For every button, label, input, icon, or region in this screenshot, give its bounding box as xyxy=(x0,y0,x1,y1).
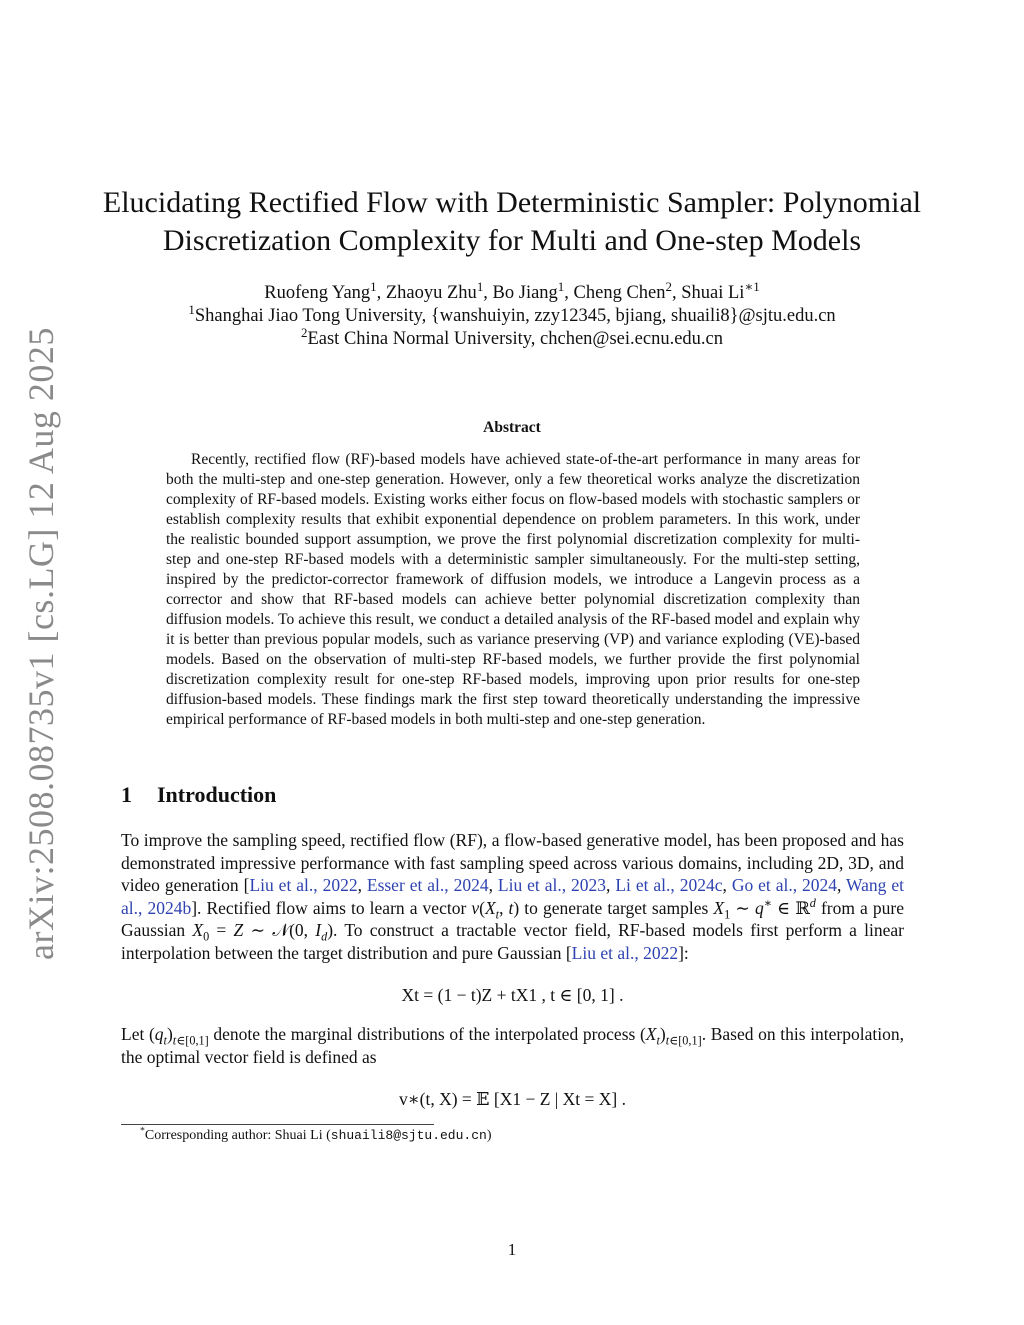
page-number: 1 xyxy=(507,1240,517,1259)
author-names: Ruofeng Yang$^1$, Zhaoyu Zhu$^1$, Bo Jiang$^1$, Cheng Chen$^2$, Shuai $Li^{∗1}$ xyxy=(264,278,760,303)
abstract-heading: Abstract xyxy=(483,419,541,436)
equation-interpolation: Xt = (1 − t)Z + tX1 , t ∈ [0, 1] . xyxy=(401,985,624,1005)
math-inline: X xyxy=(192,920,204,940)
affiliation-mark: 2 xyxy=(665,278,672,294)
citation-link[interactable]: Liu et al., 2022 xyxy=(571,942,679,963)
text-run: Let xyxy=(121,1024,149,1044)
footnote xyxy=(140,1125,492,1144)
equation-optimal-vector-field: v∗(t, X) = 𝔼 [X1 − Z | Xt = X] . xyxy=(399,1089,626,1109)
affiliation-2 xyxy=(100,324,924,351)
footnote-mark: * xyxy=(140,1125,145,1137)
footnote-email[interactable]: shuaili8@sjtu.edu.cn xyxy=(330,1128,487,1143)
affiliation-text: East China Normal University, chchen@sei.ecnu.edu.cn xyxy=(307,329,723,349)
citation-link[interactable]: Esser et al., 2024 xyxy=(366,875,489,895)
author-name: Zhaoyu Zhu xyxy=(385,283,477,303)
affiliation-mark: 1 xyxy=(188,301,195,317)
text-run: . To construct a tractable vector field, RF-based models first perform a linear interpolation between the target distribution and pure Gaussian [ xyxy=(121,920,904,963)
affiliation-text: Shanghai Jiao Tong University, {wanshuiyin, zzy12345, bjiang, shuaili8}@sjtu.edu.cn xyxy=(194,306,836,326)
abstract-text: Recently, rectified flow (RF)-based models have achieved state-of-the-art performance in many areas for both the multi-step and one-step generation. However, only a few theoretical works analyze the discretization complexity of RF-based models. Existing works either focus on flow-based models with stochastic samplers or establish complexity results that exhibit exponential dependence on problem parameters. In this work, under the realistic bounded support assumption, we prove the first polynomial discretization complexity for multi-step and one-step RF-based models with a deterministic sampler simultaneously. For the multi-step setting, inspired by the predictor-corrector framework of diffusion models, we introduce a Langevin process as a corrector and show that RF-based models can achieve better polynomial discretization complexity than diffusion models. To achieve this result, we conduct a detailed analysis of the RF-based model and explain why it is better than previous popular models, such as variance preserving (VP) and variance exploding (VE)-based models. Based on the observation of multi-step RF-based models, we further provide the first polynomial discretization complexity result for one-step RF-based models, improving upon prior results for one-step diffusion-based models. These findings mark the first step toward theoretically understanding the impressive empirical performance of RF-based models in both multi-step and one-step generation. xyxy=(166,451,860,728)
arxiv-identifier: arXiv:2508.08735v1 [cs.LG] 12 Aug 2025 xyxy=(21,327,61,960)
text-run: from a pure Gaussian xyxy=(121,897,904,940)
section-title: Introduction xyxy=(157,782,277,807)
footnote-close: ) xyxy=(486,1128,492,1143)
author-name: Ruofeng Yang xyxy=(264,283,371,303)
author-name: Cheng Chen xyxy=(573,283,666,303)
title-line-2: Discretization Complexity for Multi and One-step Models xyxy=(162,224,862,257)
text-run: ]. Rectified flow aims to learn a vector xyxy=(191,897,472,918)
footnote-text: Corresponding author: Shuai Li ( xyxy=(144,1128,331,1143)
citation-link[interactable]: Li et al., 2024c xyxy=(615,875,723,895)
text-run: denote the marginal distributions of the interpolated process xyxy=(208,1024,640,1044)
math-inline: v xyxy=(471,897,480,918)
paper-title xyxy=(100,184,924,260)
author-name: Shuai Li xyxy=(681,283,745,303)
citation-link[interactable]: Liu et al., 2023 xyxy=(497,875,607,895)
section-heading xyxy=(121,782,276,808)
citation-link[interactable]: Wang et al., 2024b xyxy=(121,875,904,918)
intro-paragraph-2: Let $(q_t)_{t\in[0,1]}$ denote the marginal distributions of the interpolated process $(X_t)_{t\in[0,1]}$. Based on this interpolation, the optimal vector field is defined as xyxy=(121,1024,904,1067)
citation-link[interactable]: Liu et al., 2022 xyxy=(249,875,358,895)
text-run: ]: xyxy=(678,942,689,963)
math-inline: X xyxy=(713,897,725,918)
text-run: . Based on this interpolation, the optimal vector field is defined as xyxy=(121,1024,904,1067)
title-line-1: Elucidating Rectified Flow with Deterministic Sampler: Polynomial xyxy=(102,186,922,219)
affiliation-mark: 2 xyxy=(301,324,308,340)
author-name: Bo Jiang xyxy=(492,283,558,303)
intro-paragraph-1: To improve the sampling speed, rectified flow (RF), a flow-based generative model, has been proposed and has demonstrated impressive performance with fast sampling speed across various domains, including 2D, 3D, and video generation [Liu et al., 2022, Esser et al., 2024, Liu et al., 2023, Li et al., 2024c, Go et al., 2024, Wang et al., 2024b]. Rectified flow aims to learn a vector $v(X_t$, t) to generate target samples $X_1$ ∼ q∗ ∈ ℝ$^d$ from a pure Gaussian $X_0 = Z$ ∼ 𝒩(0, $I_d$). To construct a tractable vector field, RF-based models first perform a linear interpolation between the target distribution and pure Gaussian [Liu et al., 2022]: xyxy=(121,830,904,963)
affiliation-mark: 1 xyxy=(557,278,565,294)
text-run: to generate target samples xyxy=(519,897,714,918)
citation-link[interactable]: Go et al., 2024 xyxy=(731,875,838,895)
affiliation-mark: 1 xyxy=(476,278,484,294)
section-number: 1 xyxy=(121,782,132,807)
author-block xyxy=(100,278,924,351)
affiliation-mark: ∗1 xyxy=(744,278,760,294)
text-run: To improve the sampling speed, rectified flow (RF), a flow-based generative model, has been proposed and has demonstrated impressive performance with fast sampling speed across various domains, including 2D, 3D, and video generation [ xyxy=(121,830,904,895)
footnote-divider xyxy=(121,1124,434,1125)
affiliation-1 xyxy=(100,301,924,328)
affiliation-mark: 1 xyxy=(370,278,377,294)
